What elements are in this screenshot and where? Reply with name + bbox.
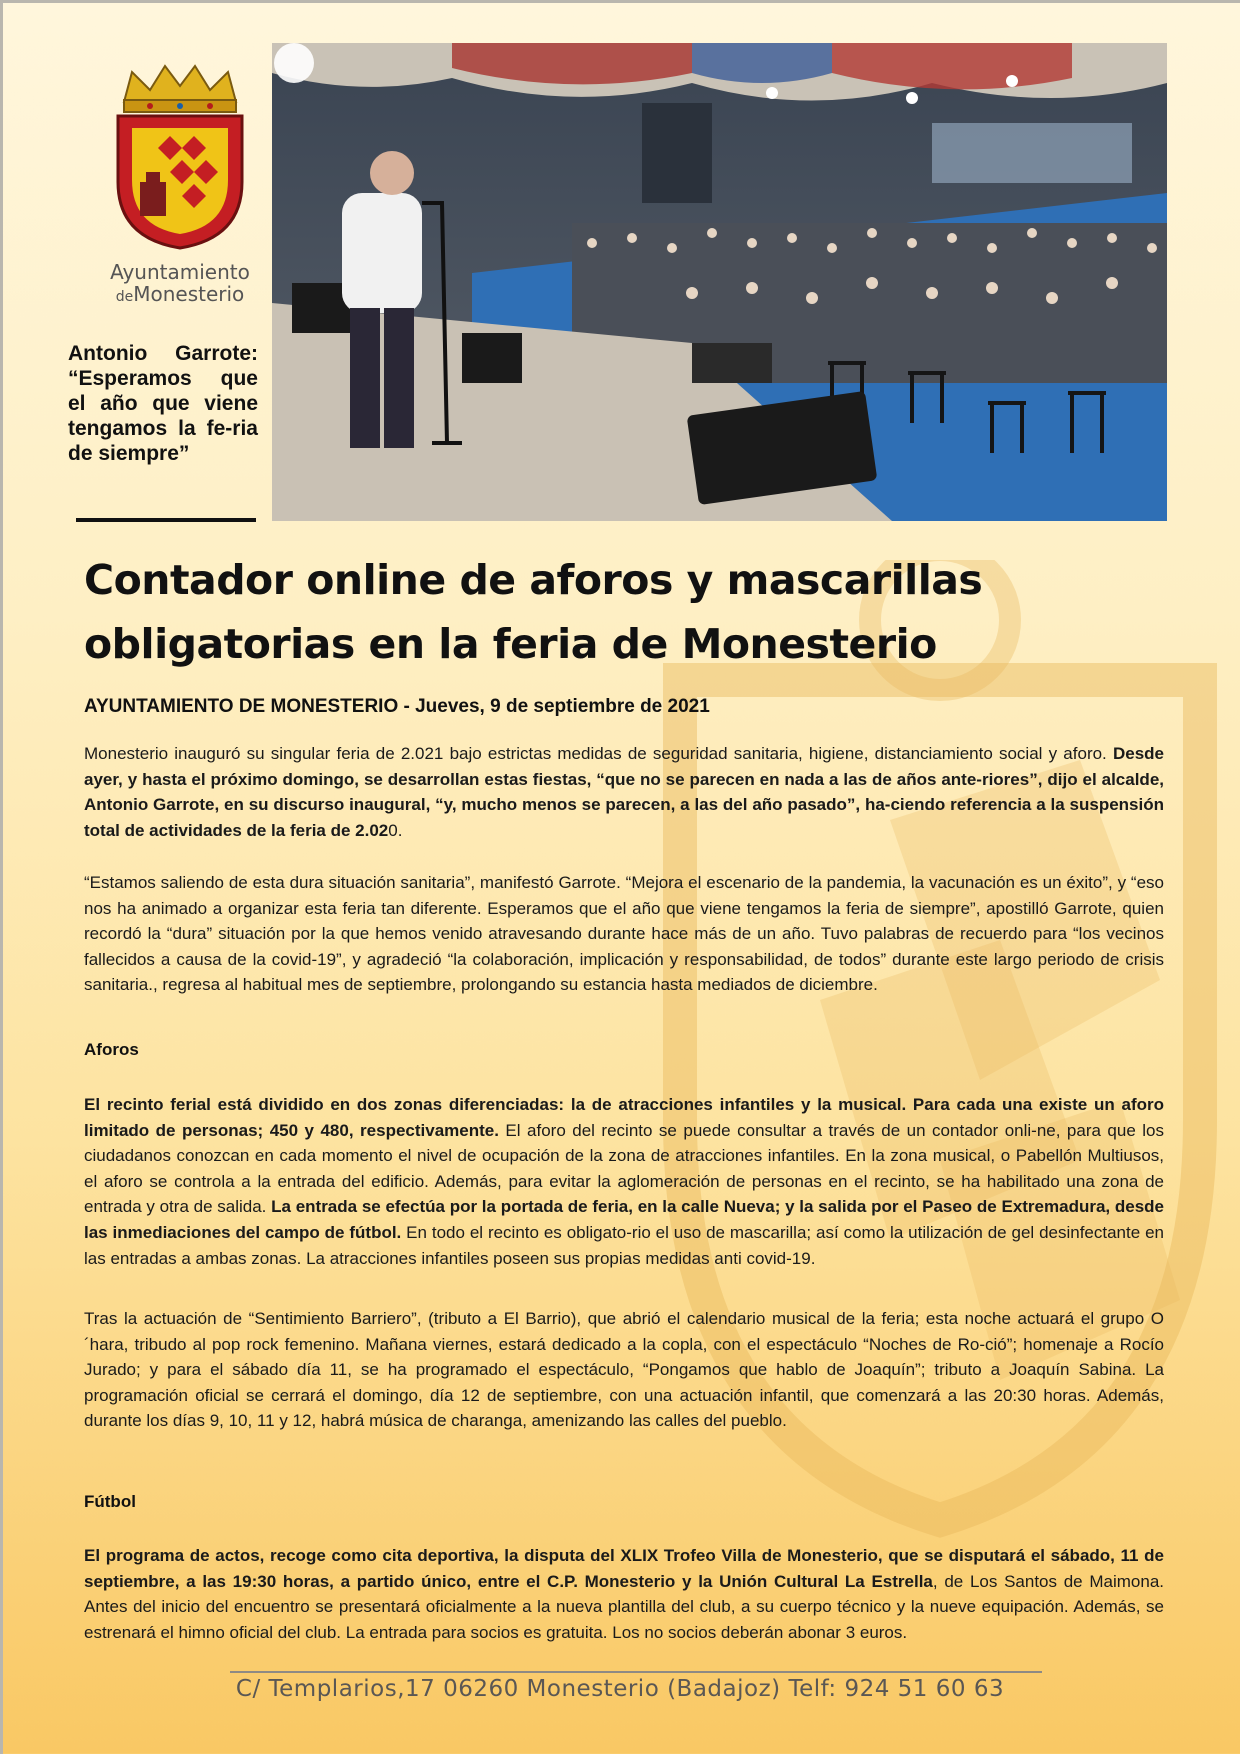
event-photo xyxy=(272,43,1167,521)
article-title: Contador online de aforos y mascarillas obligatorias en la feria de Monesterio xyxy=(84,556,983,668)
paragraph-3: El recinto ferial está dividido en dos zonas diferenciadas: la de atracciones infantiles y la musical. Para cada una existe un aforo limitado de personas; 450 y 480, respectivamente. El aforo del recinto se puede consultar a través de un contador onli-ne, para que los ciudadanos conozcan en cada momento el nivel de ocupación de la zona de atracciones infantiles. En la zona musical, o Pabellón Multiusos, el aforo se controla a la entrada del edificio. Además, para evitar la aglomeración de personas en el recinto, se ha habilitado una zona de entrada y otra de salida. La entrada se efectúa por la portada de feria, en la calle Nueva; y la salida por el Paseo de Extremadura, desde las inmediaciones del campo de fútbol. En todo el recinto es obligato-rio el uso de mascarilla; así como la utilización de gel desinfectante en las entradas a ambas zonas. La atracciones infantiles poseen sus propias medidas anti covid-19. xyxy=(84,1095,1165,1268)
section-heading-futbol: Fútbol xyxy=(84,1492,136,1511)
footer-address: C/ Templarios,17 06260 Monesterio (Badajoz) Telf: 924 51 60 63 xyxy=(235,1676,1005,1702)
coat-of-arms-icon xyxy=(110,62,250,252)
paragraph-2: “Estamos saliendo de esta dura situación sanitaria”, manifestó Garrote. “Mejora el escenario de la pandemia, la vacunación es un éxito”, y “eso nos ha animado a organizar esta feria tan diferente. Esperamos que el año que viene tengamos la feria de siempre”, apostilló Garrote, quien recordó la “dura” situación por la que hemos venido atravesando durante hace más de un año. Tuvo palabras de recuerdo para “los vecinos fallecidos a causa de la covid-19”, y agradeció “la colaboración, implicación y responsabilidad, de todos” durante este largo periodo de crisis sanitaria., regresa al habitual mes de septiembre, prolongando su estancia hasta mediados de diciembre. xyxy=(84,873,1164,995)
paragraph-5: El programa de actos, recoge como cita deportiva, la disputa del XLIX Trofeo Villa de Monesterio, que se disputará el sábado, 11 de septiembre, a las 19:30 horas, a partido único, entre el C.P. Monesterio y la Unión Cultural La Estrella, de Los Santos de Maimona. Antes del inicio del encuentro se presentará oficialmente a la nueva plantilla del club, a su cuerpo técnico y la nueve equipación. Además, se estrenará el himno oficial del club. La entrada para socios es gratuita. Los no socios deberán abonar 3 euros. xyxy=(84,1546,1164,1642)
side-quote: Antonio Garrote: “Esperamos que el año que viene tengamos la fe-ria de siempre” xyxy=(68,342,258,465)
footer-divider xyxy=(230,1671,1042,1673)
paragraph-4: Tras la actuación de “Sentimiento Barriero”, (tributo a El Barrio), que abrió el calendario musical de la feria; esta noche actuará el grupo O´hara, tribudo al pop rock femenino. Mañana viernes, estará dedicado a la copla, con el espectáculo “Noches de Ro-ció”; homenaje a Rocío Jurado; y para el sábado día 11, se ha programado el espectáculo, “Pongamos que hablo de Joaquín”; tributo a Joaquín Sabina. La programación oficial se cerrará el domingo, día 12 de septiembre, con una actuación infantil, que comenzará a las 20:30 horas. Además, durante los días 9, 10, 11 y 12, habrá música de charanga, amenizando las calles del pueblo. xyxy=(84,1309,1164,1431)
municipal-logo xyxy=(100,62,260,306)
section-heading-aforos: Aforos xyxy=(84,1040,139,1059)
article-byline: AYUNTAMIENTO DE MONESTERIO - Jueves, 9 de septiembre de 2021 xyxy=(84,696,710,717)
logo-line-2: deMonesterio xyxy=(115,282,245,306)
paragraph-1: Monesterio inauguró su singular feria de 2.021 bajo estrictas medidas de seguridad sanitaria, higiene, distanciamiento social y aforo. Desde ayer, y hasta el próximo domingo, se desarrollan estas fiestas, “que no se parecen en nada a las de años ante-riores”, dijo el alcalde, Antonio Garrote, en su discurso inaugural, “y, mucho menos se parecen, a las del año pasado”, ha-ciendo referencia a la suspensión total de actividades de la feria de 2.020. xyxy=(84,744,1164,840)
side-divider xyxy=(76,518,256,522)
logo-text xyxy=(100,261,260,308)
page-border-left xyxy=(0,0,3,1754)
logo-line-1: Ayuntamiento xyxy=(110,260,250,284)
page-border-top xyxy=(0,0,1240,3)
